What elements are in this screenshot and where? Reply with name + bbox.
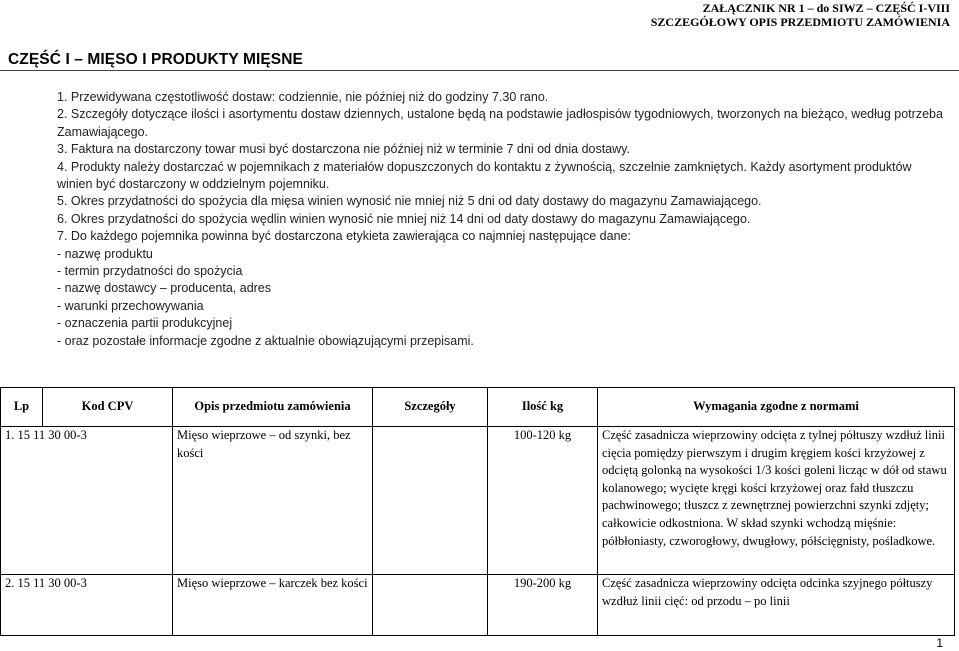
label-field-item: - nazwę dostawcy – producenta, adres [57,281,272,296]
label-field-item: - oznaczenia partii produkcyjnej [57,316,233,331]
cell-ilosc: 100-120 kg [488,427,598,575]
section-divider [0,70,959,71]
page-number: 1 [936,636,943,650]
requirement-item: 4. Produkty należy dostarczać w pojemnikach z materiałów dopuszczonych do kontaktu z żywnością, szczelnie zamkniętych. Każdy asortyment produktów winien być dostarczony w oddzielnym pojemniku. [57,159,912,192]
requirement-item: 1. Przewidywana częstotliwość dostaw: codziennie, nie później niż do godziny 7.30 rano. [57,90,549,104]
label-field-item: - nazwę produktu [57,246,153,261]
cell-wymagania: Część zasadnicza wieprzowiny odcięta z tylnej półtuszy wzdłuż linii cięcia pomiędzy pierwszym i drugim kręgiem kości krzyżowej z odciętą golonką na wysokości 1/3 kości goleni licząc w dół od stawu kolanowego; wycięte kręgi kości krzyżowej oraz fałd tłuszczu pachwinowego; tłuszcz z zewnętrznej powierzchni szynki zdjęty; całkowicie odkostniona. W skład szynki wchodzą mięśnie: półbłoniasty, czworogłowy, dwugłowy, półścięgnisty, pośladkowe. [598,427,955,575]
requirement-item: 6. Okres przydatności do spożycia wędlin winien wynosić nie mniej niż 14 dni od daty dostawy do magazynu Zamawiającego. [57,211,751,226]
header-annex-line: ZAŁĄCZNIK NR 1 – do SIWZ – CZĘŚĆ I-VIII [702,1,950,15]
cell-szczegoly [373,427,488,575]
table-header-row [1,388,955,427]
header-szczegoly: Szczegóły [373,388,488,427]
header-ilosc: Ilość kg [488,388,598,427]
cell-ilosc: 190-200 kg [488,575,598,636]
table-row [1,575,955,636]
requirement-item: 7. Do każdego pojemnika powinna być dostarczona etykieta zawierająca co najmniej następujące dane: [57,229,631,244]
cell-lp-kod: 2. 15 11 30 00-3 [1,575,173,636]
cell-lp-kod: 1. 15 11 30 00-3 [1,427,173,575]
table-row [1,427,955,575]
requirements-list [57,89,947,350]
header-description-line: SZCZEGÓŁOWY OPIS PRZEDMIOTU ZAMÓWIENIA [650,15,950,29]
label-field-item: - warunki przechowywania [57,298,204,313]
cell-opis: Mięso wieprzowe – karczek bez kości [173,575,373,636]
cell-wymagania: Część zasadnicza wieprzowiny odcięta odcinka szyjnego półtuszy wzdłuż linii cięć: od przodu – po linii [598,575,955,636]
header-wymagania: Wymagania zgodne z normami [598,388,955,427]
label-field-item: - termin przydatności do spożycia [57,264,243,279]
requirement-item: 5. Okres przydatności do spożycia dla mięsa winien wynosić nie mniej niż 5 dni od daty dostawy do magazynu Zamawiającego. [57,194,762,209]
label-field-item: - oraz pozostałe informacje zgodne z aktualnie obowiązującymi przepisami. [57,333,474,348]
requirement-item: 3. Faktura na dostarczony towar musi być dostarczona nie później niż w terminie 7 dni od dnia dostawy. [57,142,630,157]
document-header [651,1,950,29]
cell-szczegoly [373,575,488,636]
cell-opis: Mięso wieprzowe – od szynki, bez kości [173,427,373,575]
requirement-item: 2. Szczegóły dotyczące ilości i asortymentu dostaw dziennych, ustalone będą na podstawie jadłospisów tygodniowych, tworzonych na bieżąco, według potrzeba Zamawiającego. [57,107,943,139]
header-opis: Opis przedmiotu zamówienia [173,388,373,427]
product-spec-table [0,387,955,636]
section-title: CZĘŚĆ I – MIĘSO I PRODUKTY MIĘSNE [8,51,303,68]
header-kod-cpv: Kod CPV [43,388,173,427]
header-lp: Lp [1,388,43,427]
